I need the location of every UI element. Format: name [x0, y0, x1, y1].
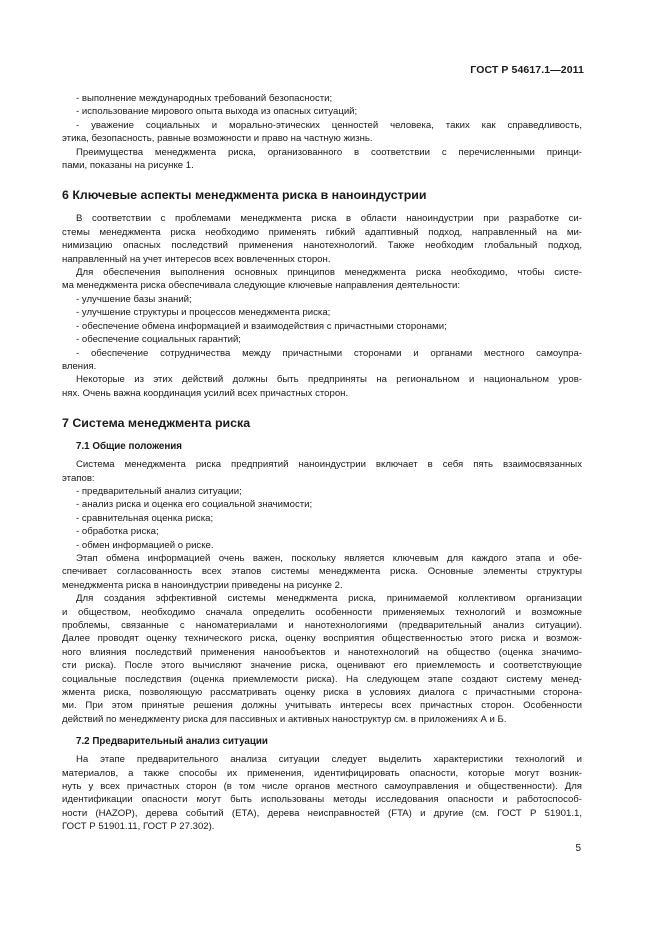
- text-line: - сравнительная оценка риска;: [76, 512, 214, 524]
- text-line: сти риска). После этого вычисляют значение риска, оценивают его приемлемость и соответствующие: [62, 660, 582, 672]
- text-line: направленный на учет интересов всех вовлеченных сторон.: [62, 253, 331, 265]
- subsection-7-2-title: 7.2 Предварительный анализ ситуации: [76, 736, 268, 748]
- text-line: проблемы, связанные с наноматериалами и нанотехнологиями (предварительный анализ ситуации).: [62, 620, 582, 631]
- text-line: материалов, а также способы их применения, идентифицировать опасности, которые могут возник-: [62, 767, 582, 779]
- text-line: - уважение социальных и морально-этических ценностей человека, таких как справедливость,: [76, 119, 582, 131]
- text-line: ГОСТ Р 51901.11, ГОСТ Р 27.302).: [62, 821, 215, 833]
- page-number: 5: [575, 843, 581, 854]
- section-6-title: 6 Ключевые аспекты менеджмента риска в наноиндустрии: [62, 188, 427, 203]
- text-line: Этап обмена информацией очень важен, поскольку является ключевым для каждого этапа и обе-: [76, 552, 582, 564]
- text-line: - улучшение структуры и процессов менеджмента риска;: [76, 307, 331, 319]
- text-line: Для обеспечения выполнения основных принципов менеджмента риска необходимо, чтобы систе-: [76, 267, 582, 279]
- text-line: вления.: [62, 360, 97, 372]
- subsection-7-1-body: [62, 458, 582, 726]
- text-line: этапов:: [62, 472, 95, 484]
- text-line: ного влияния последствий применения нанообъектов и нанотехнологий на общество (оценка значимо-: [62, 646, 582, 658]
- text-line: нуть у всех причастных сторон (в том числе органов местного самоуправления и общественности). Для: [62, 781, 582, 793]
- text-line: - обеспечение социальных гарантий;: [76, 334, 241, 346]
- text-line: - обеспечение сотрудничества между причастными сторонами и органами местного самоупра-: [76, 347, 582, 359]
- text-line: спечивает согласованность всех этапов системы менеджмента риска. Основные элементы структуры: [62, 566, 582, 578]
- text-line: ми. При этом принятые решения должны учитывать интересы всех причастных сторон. Особенности: [62, 700, 582, 712]
- text-line: - предварительный анализ ситуации;: [76, 485, 242, 497]
- text-line: - улучшение базы знаний;: [76, 293, 192, 305]
- text-line: этика, безопасность, равные возможности и право на частную жизнь.: [62, 133, 373, 145]
- text-line: Система менеджмента риска предприятий наноиндустрии включает в себя пять взаимосвязанных: [76, 459, 582, 471]
- section-6-body: [62, 212, 582, 400]
- text-line: - выполнение международных требований безопасности;: [76, 93, 333, 104]
- text-line: и обществом, необходимо сначала определить особенности применяемых технологий и возможные: [62, 606, 582, 618]
- text-line: - обеспечение обмена информацией и взаимодействия с причастными сторонами;: [76, 320, 447, 332]
- text-line: - обмен информацией о риске.: [76, 539, 214, 551]
- text-line: идентификации опасности могут быть использованы методы исследования опасности и работоспособ-: [62, 794, 582, 806]
- text-line: - использование мирового опыта выхода из опасных ситуаций;: [76, 106, 358, 118]
- text-line: - обработка риска;: [76, 526, 159, 538]
- text-line: В соответствии с проблемами менеджмента риска в области наноиндустрии при разработке си-: [76, 213, 582, 225]
- text-line: На этапе предварительного анализа ситуации следует выделить характеристики технологий и: [76, 754, 582, 766]
- subsection-7-1-title: 7.1 Общие положения: [76, 441, 183, 453]
- intro-block: [62, 92, 582, 172]
- text-line: Некоторые из этих действий должны быть предприняты на региональном и национальном уров-: [76, 374, 582, 386]
- text-line: стемы менеджмента риска необходимо применять гибкий адаптивный подход, направленный на ми-: [62, 226, 582, 238]
- text-line: ма менеджмента риска обеспечивала следующие ключевые направления деятельности:: [62, 280, 461, 292]
- subsection-7-2-body: [62, 753, 582, 833]
- text-line: действий по менеджменту риска для пассивных и активных наноструктур см. в приложениях А и Б.: [62, 713, 507, 725]
- text-line: - анализ риска и оценка его социальной значимости;: [76, 499, 313, 511]
- page-content: [62, 92, 582, 834]
- text-line: социальные последствия (оценка приемлемости риска). На следующем этапе создают систему менед-: [62, 673, 582, 685]
- text-line: пами, показаны на рисунке 1.: [62, 160, 194, 172]
- document-number-header: ГОСТ Р 54617.1—2011: [470, 64, 584, 76]
- section-7-title: 7 Система менеджмента риска: [62, 416, 251, 431]
- text-line: Далее проводят оценку технического риска, оценку восприятия общественностью этого риска и возмож-: [62, 633, 582, 645]
- text-line: нимизацию опасных последствий применения нанотехнологий. Также необходим глобальный подход,: [62, 240, 582, 252]
- text-line: ности (HAZOP), дерева событий (ЕТА), дерева неисправностей (FTA) и другие (см. ГОСТ Р 51901.1,: [62, 807, 582, 819]
- text-line: Для создания эффективной системы менеджмента риска, принимаемой коллективом организации: [76, 593, 582, 605]
- text-line: Преимущества менеджмента риска, организованного в соответствии с перечисленными принци-: [76, 146, 582, 158]
- text-line: менеджмента риска в наноиндустрии приведены на рисунке 2.: [62, 579, 343, 591]
- text-line: нях. Очень важна координация усилий всех причастных сторон.: [62, 387, 349, 399]
- text-line: жмента риска, позволяющую рассматривать оценку риска в условиях диалога с причастными сторона-: [62, 687, 582, 699]
